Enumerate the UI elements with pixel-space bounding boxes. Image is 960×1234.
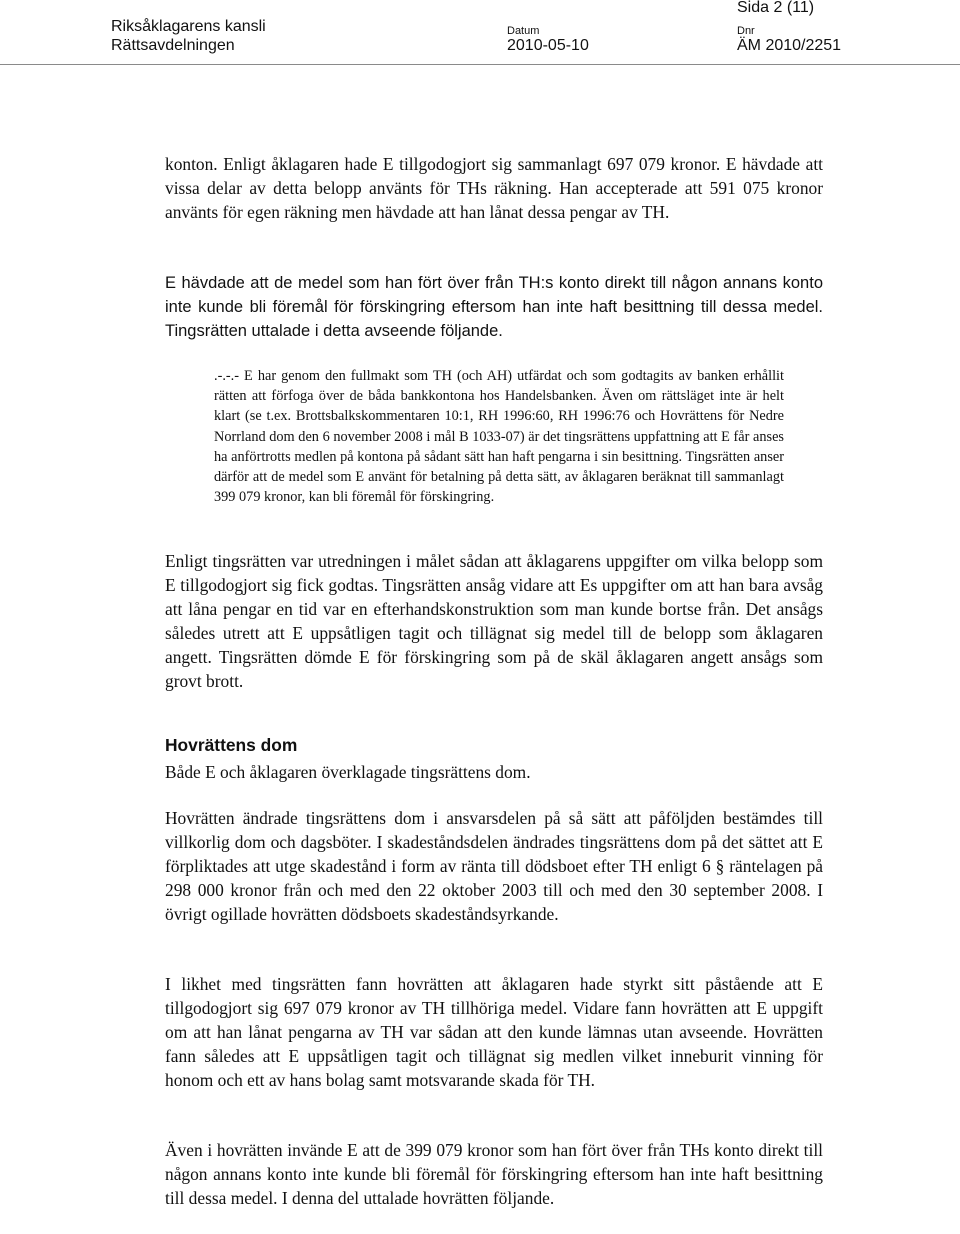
- org-name: Riksåklagarens kansli: [111, 18, 266, 35]
- paragraph-7: Även i hovrätten invände E att de 399 079 kronor som han fört över från THs konto direkt till någon annans konto inte kunde bli föremål för förskingring eftersom han inte haft besittning till dessa medel. I denna del uttalade hovrätten följande.: [165, 1140, 823, 1208]
- paragraph-2: E hävdade att de medel som han fört över från TH:s konto direkt till någon annans konto inte kunde bli föremål för förskingring eftersom han inte haft besittning till dessa medel. Tingsrätten uttalade i detta avseende följande.: [165, 274, 823, 340]
- date-label: Datum: [507, 25, 540, 37]
- paragraph-4: Både E och åklagaren överklagade tingsrättens dom.: [165, 762, 531, 782]
- section-heading: Hovrättens dom: [165, 735, 298, 755]
- paragraph-5: Hovrätten ändrade tingsrättens dom i ansvarsdelen på så sätt att påföljden bestämdes till villkorlig dom och dagsböter. I skadeståndsdelen ändrades tingsrättens dom på det sättet att E förpliktades att utge skadestånd i form av ränta till dödsboet efter TH enligt 6 § räntelagen på 298 000 kronor från och med den 22 oktober 2003 till och med den 30 september 2008. I övrigt ogillade hovrätten dödsboets skadeståndsyrkande.: [165, 808, 823, 924]
- paragraph-1: konton. Enligt åklagaren hade E tillgodogjort sig sammanlagt 697 079 kronor. E hävdade att vissa delar av detta belopp använts för THs räkning. Han accepterade att 591 075 kronor använts för egen räkning men hävdade att han lånat dessa pengar av TH.: [165, 154, 823, 222]
- page-header: [0, 0, 960, 70]
- page-indicator: Sida 2 (11): [737, 0, 815, 16]
- dnr-value: ÄM 2010/2251: [737, 37, 842, 54]
- date-value: 2010-05-10: [507, 37, 589, 54]
- paragraph-6: I likhet med tingsrätten fann hovrätten att åklagaren hade styrkt sitt påstående att E tillgodogjort sig 697 079 kronor av TH tillhöriga medel. Vidare fann hovrätten att E uppgift om att han lånat pengarna av TH var sådan att den kunde lämnas utan avseende. Hovrätten fann således att E uppsåtligen tagit och tillägnat sig medlen vilket inneburit vinning för honom och ett av hans bolag samt motsvarande skada för TH.: [165, 974, 823, 1090]
- court-quote: .-.-.- E har genom den fullmakt som TH (och AH) utfärdat och som godtagits av banken erhållit rätten att förfoga över de båda bankkontona hos Handelsbanken. Även om rättsläget inte är helt klart (se t.ex. Brottsbalkskommentaren 10:1, RH 1996:60, RH 1996:76 och Hovrättens för Nedre Norrland dom den 6 november 2008 i mål B 1033-07) är det tingsrättens uppfattning att E får anses ha anförtrotts medlen på kontona på sådant sätt han haft pengarna i sin besittning. Tingsrätten anser därför att de medel som E använt för betalning på detta sätt, av åklagaren beräknat till sammanlagt 399 079 kronor, kan bli föremål för förskingring.: [214, 368, 784, 506]
- header-divider: [0, 64, 960, 65]
- paragraph-3: Enligt tingsrätten var utredningen i målet sådan att åklagarens uppgifter om vilka belopp som E tillgodogjort sig fick godtas. Tingsrätten ansåg vidare att Es uppgifter om att han bara avsåg att låna pengar en tid var en efterhandskonstruktion som man kunde bortse från. Det ansågs således utrett att E uppsåtligen tagit och tillägnat sig medel till de belopp som åklagaren angett. Tingsrätten dömde E för förskingring som på de skäl åklagaren angett ansågs som grovt brott.: [165, 551, 823, 691]
- department-name: Rättsavdelningen: [111, 37, 235, 54]
- dnr-label: Dnr: [737, 25, 755, 37]
